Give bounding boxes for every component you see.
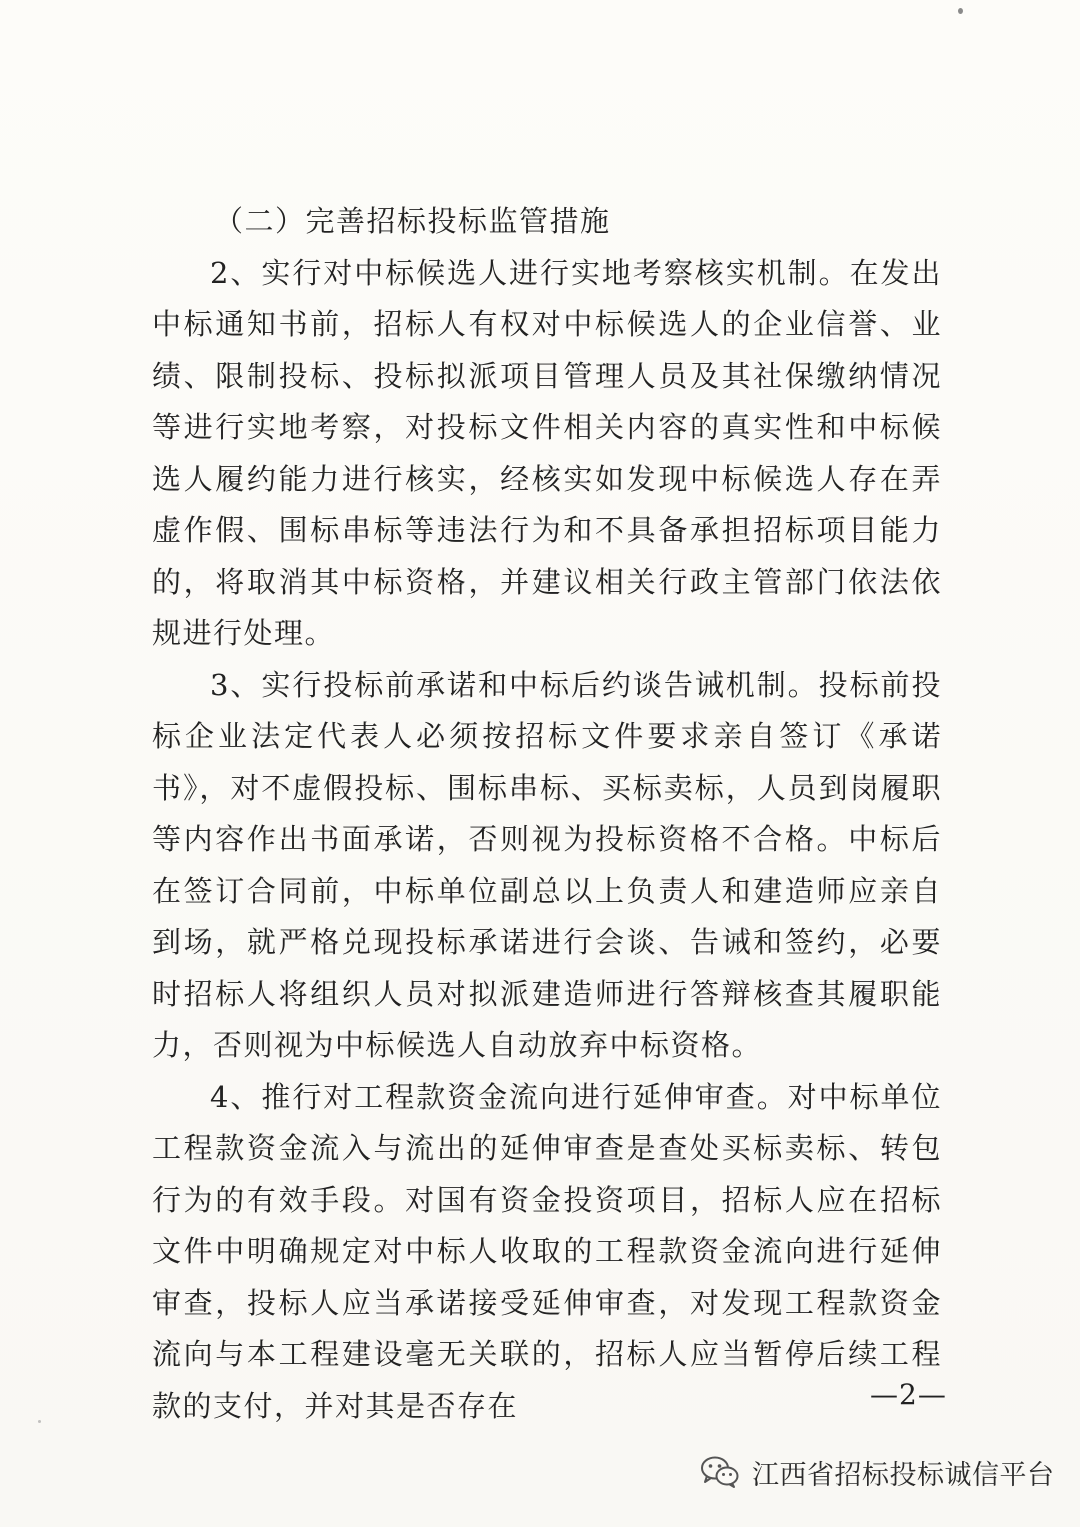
scan-speck <box>958 8 963 14</box>
page-number: —2— <box>870 1378 947 1411</box>
watermark-text: 江西省招标投标诚信平台 <box>752 1459 1055 1491</box>
paragraph-item-3: 3、实行投标前承诺和中标后约谈告诫机制。投标前投标企业法定代表人必须按招标文件要求亲自签订《承诺书》，对不虚假投标、围标串标、买标卖标，人员到岗履职等内容作出书面承诺，否则视为投标资格不合格。中标后在签订合同前，中标单位副总以上负责人和建造师应亲自到场，就严格兑现投标承诺进行会谈、告诫和签约，必要时招标人将组织人员对拟派建造师进行答辩核查其履职能力，否则视为中标候选人自动放弃中标资格。 <box>152 667 942 1062</box>
section-heading: （二）完善招标投标监管措施 <box>214 204 611 238</box>
wechat-watermark <box>700 1452 1055 1492</box>
document-body <box>152 196 942 1432</box>
scan-speck <box>38 1420 41 1423</box>
wechat-icon <box>700 1455 740 1489</box>
paragraph-item-4: 4、推行对工程款资金流向进行延伸审查。对中标单位工程款资金流入与流出的延伸审查是查处买标卖标、转包行为的有效手段。对国有资金投资项目，招标人应在招标文件中明确规定对中标人收取的工程款资金流向进行延伸审查，投标人应当承诺接受延伸审查，对发现工程款资金流向与本工程建设毫无关联的，招标人应当暂停后续工程款的支付，并对其是否存在 <box>152 1079 942 1423</box>
paragraph-item-2: 2、实行对中标候选人进行实地考察核实机制。在发出中标通知书前，招标人有权对中标候选人的企业信誉、业绩、限制投标、投标拟派项目管理人员及其社保缴纳情况等进行实地考察，对投标文件相关内容的真实性和中标候选人履约能力进行核实，经核实如发现中标候选人存在弄虚作假、围标串标等违法行为和不具备承担招标项目能力的，将取消其中标资格，并建议相关行政主管部门依法依规进行处理。 <box>152 255 942 650</box>
